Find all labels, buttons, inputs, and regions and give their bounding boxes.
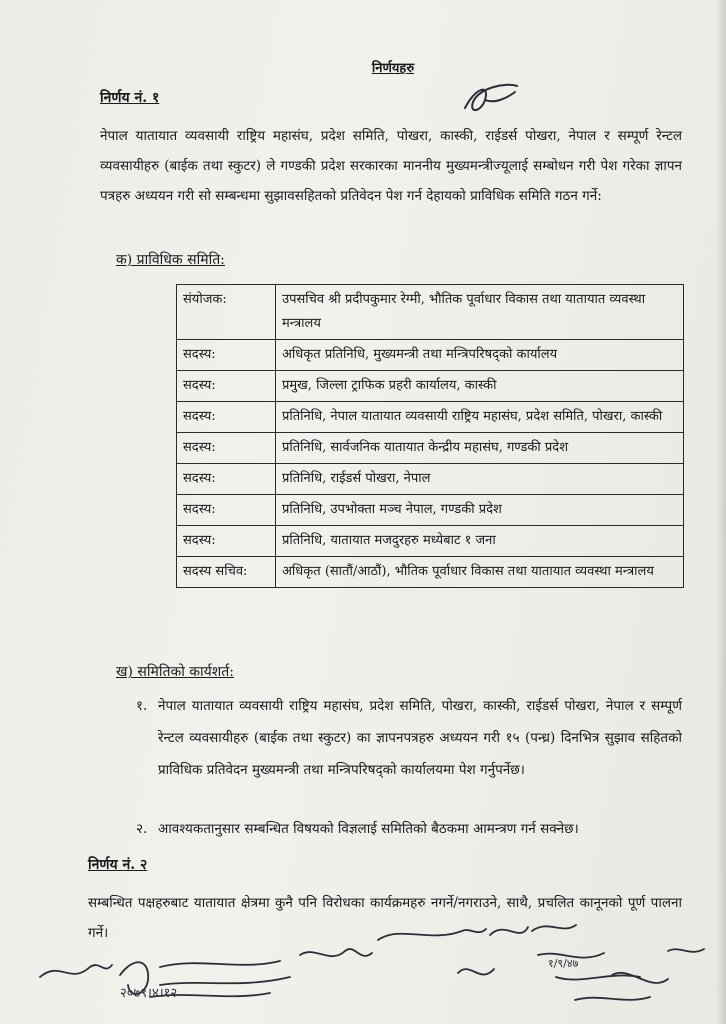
signatures-scribble (0, 905, 726, 1024)
committee-role: सदस्य: (177, 433, 276, 464)
committee-member: प्रतिनिधि, राईडर्स पोखरा, नेपाल (276, 464, 684, 495)
tor-heading (116, 662, 234, 681)
decision-2-title: निर्णय नं. २ (88, 857, 148, 873)
clause-text: नेपाल यातायात व्यवसायी राष्ट्रिय महासंघ, प्रदेश समिति, पोखरा, कास्की, राईडर्स पोखरा, नेपाल र सम्पूर्ण रेन्टल व्यवसायीहरु (बाईक तथा स्कुटर) का ज्ञापनपत्रहरु अध्ययन गरी १५ (पन्ध्र) दिनभित्र सुझाव सहितको प्राविधिक प्रतिवेदन मुख्यमन्त्री तथा मन्त्रिपरिषद्को कार्यालयमा पेश गर्नुपर्नेछ। (158, 698, 682, 778)
initial-signature-mark (455, 78, 525, 123)
committee-member: उपसचिव श्री प्रदीपकुमार रेग्मी, भौतिक पूर्वाधार विकास तथा यातायात व्यवस्था मन्त्रालय (276, 285, 684, 340)
clause-number: १. (136, 698, 148, 714)
committee-label: क) (116, 252, 133, 268)
clause-text: आवश्यकतानुसार सम्बन्धित विषयको विज्ञलाई समितिको बैठकमा आमन्त्रण गर्न सक्नेछ। (158, 821, 579, 837)
table-row (177, 285, 684, 340)
tor-clause-2 (136, 813, 682, 845)
table-row (177, 495, 684, 526)
signature-date-2: १/९/४७ (548, 957, 579, 970)
committee-role: सदस्य: (177, 371, 276, 402)
signature-date-1: २०७९।४।१२ (120, 986, 178, 1001)
committee-role: संयोजक: (177, 285, 276, 340)
committee-member: प्रतिनिधि, उपभोक्ता मञ्च नेपाल, गण्डकी प्रदेश (276, 495, 684, 526)
table-row (177, 340, 684, 371)
decision-1-title: निर्णय नं. १ (100, 90, 160, 106)
decision-2-body: सम्बन्धित पक्षहरुबाट यातायात क्षेत्रमा कुनै पनि विरोधका कार्यक्रमहरु नगर्ने/नगराउने, साथै, प्रचलित कानूनको पूर्ण पालना गर्ने। (88, 895, 682, 941)
clause-number: २. (136, 821, 148, 837)
tor-label: ख) (116, 664, 133, 680)
committee-role: सदस्य: (177, 526, 276, 557)
tor-clause-1 (136, 690, 682, 786)
tor-title: समितिको कार्यशर्त: (137, 664, 234, 680)
decision-1-body: नेपाल यातायात व्यवसायी राष्ट्रिय महासंघ, प्रदेश समिति, पोखरा, कास्की, राईडर्स पोखरा, नेपाल र सम्पूर्ण रेन्टल व्यवसायीहरु (बाईक तथा स्कुटर) ले गण्डकी प्रदेश सरकारका माननीय मुख्यमन्त्रीज्यूलाई सम्बोधन गरी पेश गरेका ज्ञापन पत्रहरु अध्ययन गरी सो सम्बन्धमा सुझावसहितको प्रतिवेदन पेश गर्न देहायको प्राविधिक समिति गठन गर्ने: (100, 128, 682, 204)
committee-role: सदस्य: (177, 464, 276, 495)
committee-title: प्राविधिक समिति: (136, 252, 225, 268)
signatures-area (0, 905, 726, 1024)
page-heading: निर्णयहरु (371, 61, 415, 76)
table-row (177, 526, 684, 557)
table-row (177, 402, 684, 433)
committee-role: सदस्य सचिव: (177, 557, 276, 588)
committee-member: अधिकृत प्रतिनिधि, मुख्यमन्त्री तथा मन्त्रिपरिषद्को कार्यालय (276, 340, 684, 371)
committee-role: सदस्य: (177, 402, 276, 433)
table-row (177, 433, 684, 464)
committee-member: प्रतिनिधि, यातायात मजदुरहरु मध्येबाट १ जना (276, 526, 684, 557)
committee-member: प्रतिनिधि, नेपाल यातायात व्यवसायी राष्ट्रिय महासंघ, प्रदेश समिति, पोखरा, कास्की (276, 402, 684, 433)
table-row (177, 557, 684, 588)
committee-member: प्रतिनिधि, सार्वजनिक यातायात केन्द्रीय महासंघ, गण्डकी प्रदेश (276, 433, 684, 464)
committee-member: अधिकृत (सातौं/आठौं), भौतिक पूर्वाधार विकास तथा यातायात व्यवस्था मन्त्रालय (276, 557, 684, 588)
table-row (177, 464, 684, 495)
committee-table (176, 284, 684, 588)
table-row (177, 371, 684, 402)
committee-member: प्रमुख, जिल्ला ट्राफिक प्रहरी कार्यालय, कास्की (276, 371, 684, 402)
committee-heading (116, 250, 225, 269)
committee-role: सदस्य: (177, 495, 276, 526)
committee-role: सदस्य: (177, 340, 276, 371)
